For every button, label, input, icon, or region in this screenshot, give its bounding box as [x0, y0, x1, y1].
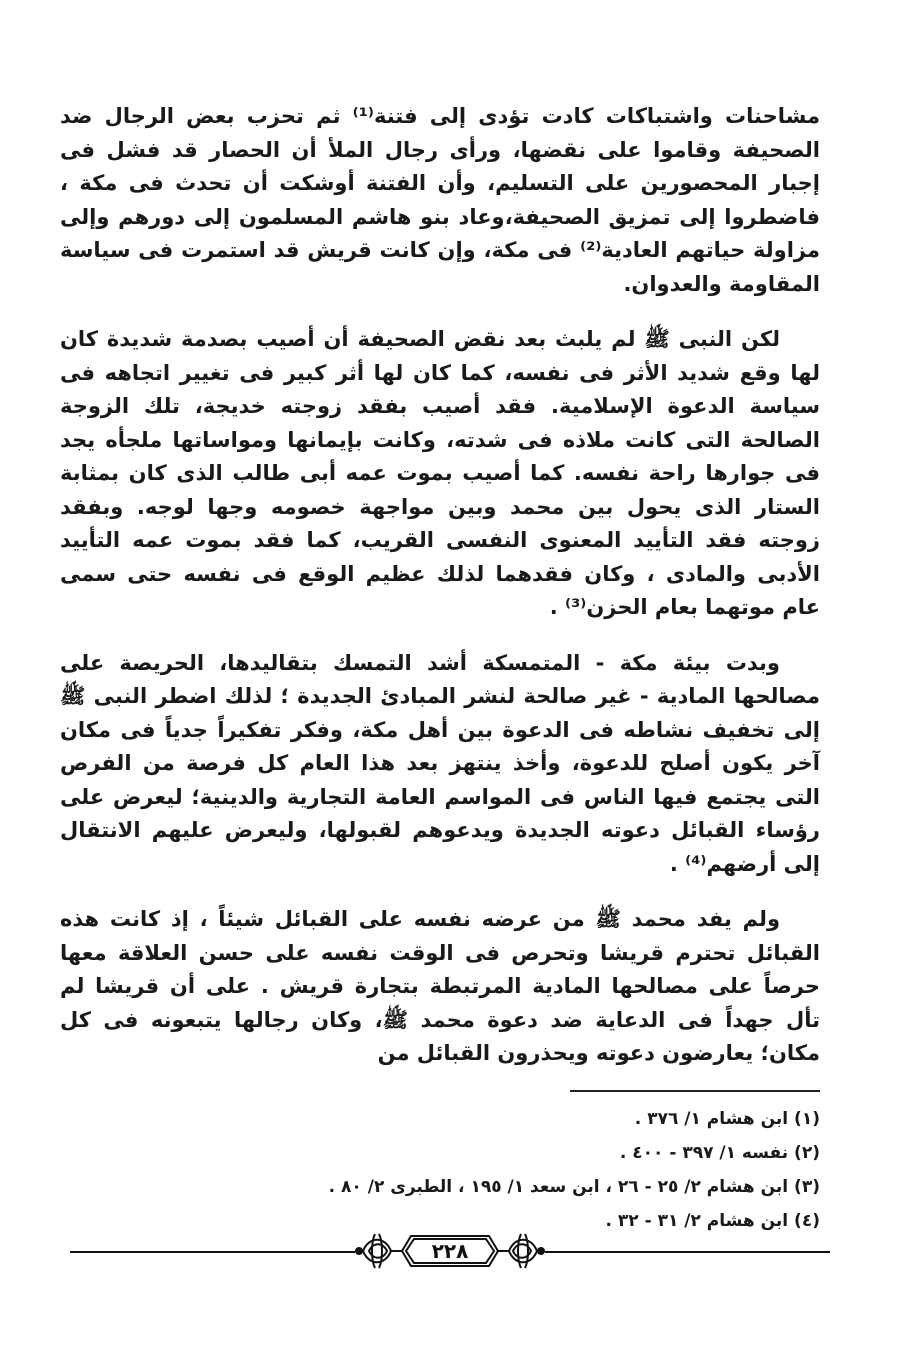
paragraph-4: ولم يفد محمد ﷺ من عرضه نفسه على القبائل شيئاً ، إذ كانت هذه القبائل تحترم قريشا وتحرص فى الوقت نفسه على حسن العلاقة معها حرصاً على مصالحها المادية المرتبطة بتجارة قريش . على أن قريشا لم تأل جهداً فى الدعاية ضد دعوة محمد ﷺ، وكان رجالها يتبعونه فى كل مكان؛ يعارضون دعوته ويحذرون القبائل من	[60, 907, 820, 1065]
footnote-separator	[570, 1090, 820, 1092]
footer-rule-right	[545, 1251, 830, 1253]
main-text	[60, 100, 820, 1093]
page-number: ٢٢٨	[431, 1239, 469, 1263]
paragraph-2: لكن النبى ﷺ لم يلبث بعد نقض الصحيفة أن أصيب بصدمة شديدة كان لها وقع شديد الأثر فى نفسه، كما كان لها أثر كبير فى تغيير اتجاهه فى سياسة الدعوة الإسلامية. فقد أصيب بفقد زوجته خديجة، تلك الزوجة الصالحة التى كانت ملاذه فى شدته، وكانت بإيمانها ومواساتها ملجأه يجد فى جوارها راحة نفسه. كما أصيب بموت عمه أبى طالب الذى كان بمثابة الستار الذى يحول بين محمد وبين مواجهة خصومه وجها لوجه. وبفقد زوجته فقد التأييد المعنوى النفسى القريب، كما فقد بموت عمه التأييد الأدبى والمادى ، وكان فقدهما لذلك عظيم الوقع فى نفسه حتى سمى عام موتهما بعام الحزن⁽³⁾ .	[60, 327, 820, 619]
footnote-2: (٢) نفسه ١/ ٣٩٧ - ٤٠٠ .	[619, 1143, 820, 1163]
paragraph-3: وبدت بيئة مكة - المتمسكة أشد التمسك بتقاليدها، الحريصة على مصالحها المادية - غير صالحة لنشر المبادئ الجديدة ؛ لذلك اضطر النبى ﷺ إلى تخفيف نشاطه فى الدعوة بين أهل مكة، وفكر تفكيراً جدياً فى مكان آخر يكون أصلح للدعوة، وأخذ ينتهز بعد هذا العام كل فرصة من الفرص التى يجتمع فيها الناس فى المواسم العامة التجارية والدينية؛ ليعرض على رؤساء القبائل دعوته الجديدة ويدعوهم لقبولها، وليعرض عليهم الانتقال إلى أرضهم⁽⁴⁾ .	[60, 650, 820, 876]
footer-rule-left	[70, 1251, 355, 1253]
footnote-4: (٤) ابن هشام ٢/ ٣١ - ٣٢ .	[605, 1211, 820, 1231]
paragraph-1: مشاحنات واشتباكات كادت تؤدى إلى فتنة⁽¹⁾ ثم تحزب بعض الرجال ضد الصحيفة وقاموا على نقضها، ورأى رجال الملأ أن الحصار قد فشل فى إجبار المحصورين على التسليم، وأن الفتنة أوشكت أن تحدث فى مكة ، فاضطروا إلى تمزيق الصحيفة،وعاد بنو هاشم المسلمون إلى دورهم وإلى مزاولة حياتهم العادية⁽²⁾ فى مكة، وإن كانت قريش قد استمرت فى سياسة المقاومة والعدوان.	[60, 104, 820, 296]
page-footer	[70, 1228, 830, 1272]
footnotes	[120, 1102, 820, 1238]
footnote-3: (٣) ابن هشام ٢/ ٢٥ - ٢٦ ، ابن سعد ١/ ١٩٥ ، الطبرى ٢/ ٨٠ .	[328, 1177, 820, 1197]
footnote-1: (١) ابن هشام ١/ ٣٧٦ .	[634, 1109, 820, 1129]
